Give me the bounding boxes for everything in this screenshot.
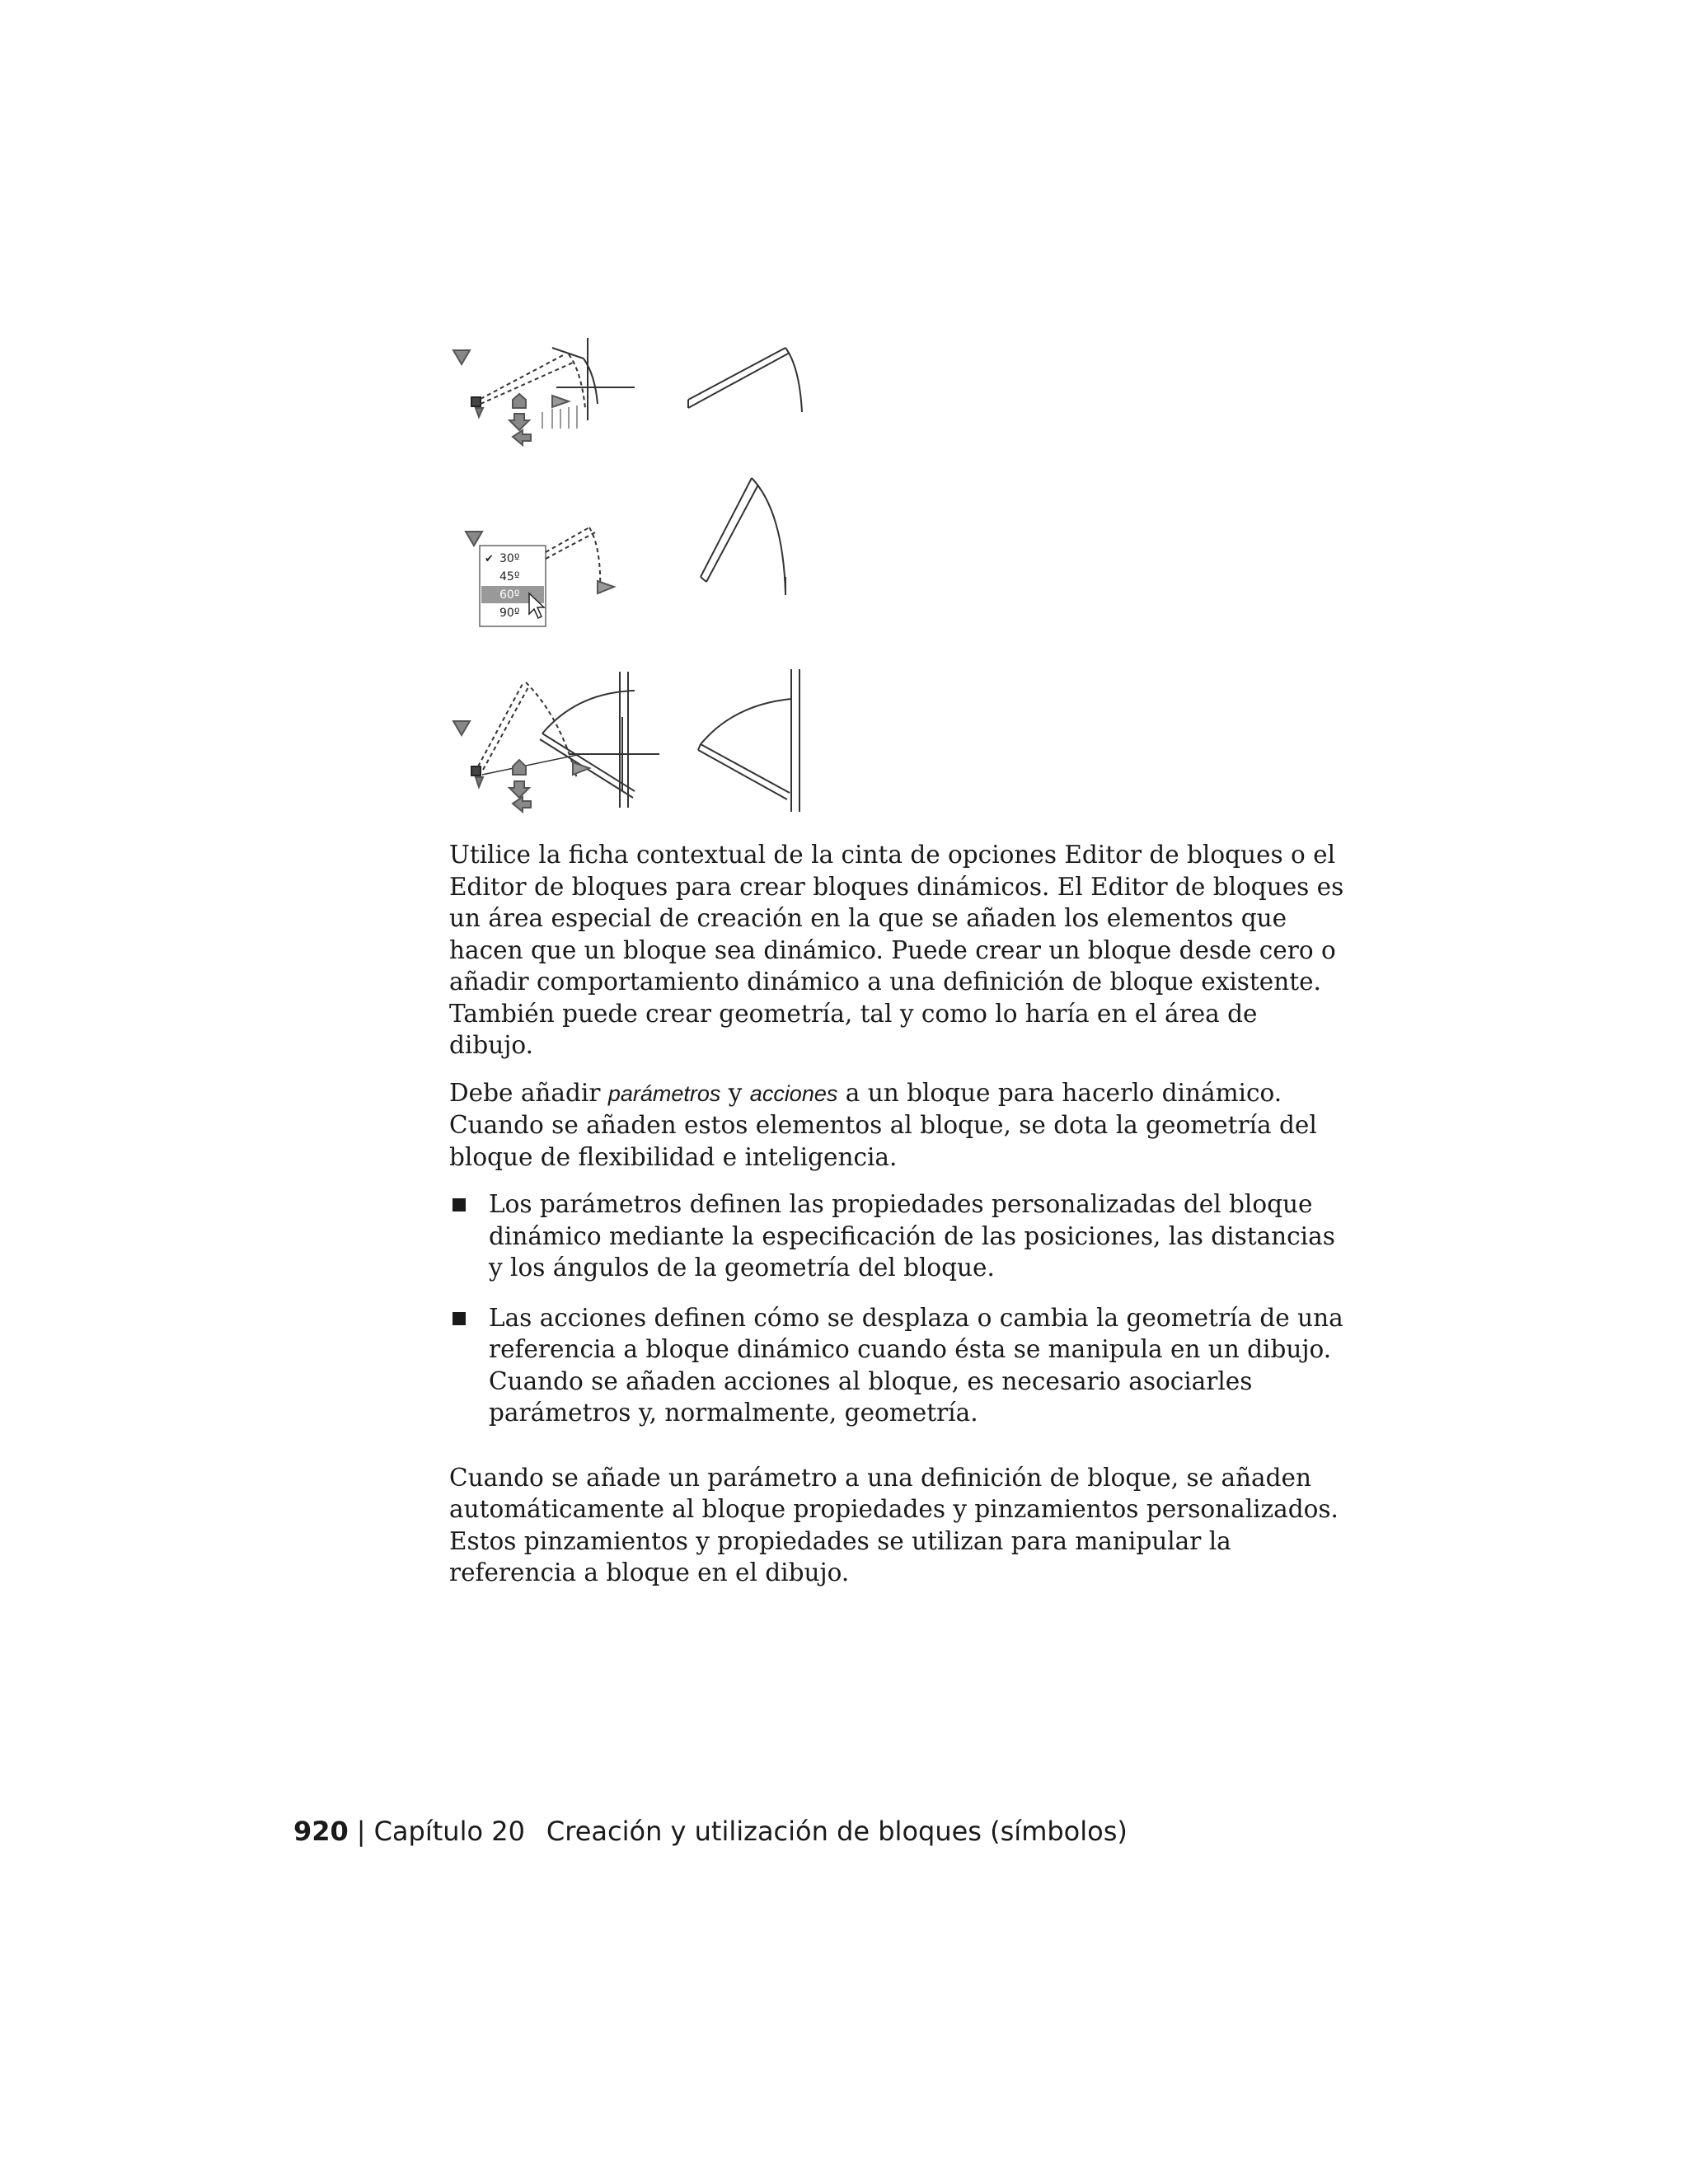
menu-option-60: 60º bbox=[499, 588, 520, 602]
row3-editing-wall bbox=[453, 672, 659, 812]
chapter-title: Creación y utilización de bloques (símbolos) bbox=[546, 1816, 1128, 1847]
actions-term: acciones bbox=[749, 1080, 838, 1106]
row1-result-door bbox=[688, 348, 802, 412]
parameters-term: parámetros bbox=[607, 1080, 721, 1106]
lookup-grip-icon-2 bbox=[466, 532, 482, 546]
page-footer bbox=[293, 1816, 1128, 1847]
page-number: 920 bbox=[293, 1816, 349, 1847]
menu-option-30: 30º bbox=[499, 552, 520, 565]
lookup-grip-icon-3 bbox=[453, 721, 470, 735]
stretch-grip-icon bbox=[552, 396, 569, 407]
base-point-grip-icon-3 bbox=[471, 766, 481, 776]
bullet-item-parameters bbox=[449, 1188, 1348, 1284]
align-grip-icon bbox=[513, 394, 526, 408]
body-text bbox=[449, 839, 1348, 1605]
bullet-text-parameters: Los parámetros definen las propiedades personalizadas del bloque dinámico mediante la especificación de las posiciones, las distancias y los ángulos de la geometría del bloque. bbox=[489, 1190, 1335, 1282]
align-grip-icon-3 bbox=[513, 760, 526, 775]
bullet-square-icon bbox=[452, 1198, 466, 1212]
rotation-grip-icon bbox=[598, 581, 614, 593]
bullet-item-actions bbox=[449, 1302, 1348, 1429]
parameters-actions-paragraph bbox=[449, 1077, 1348, 1174]
move-arrow-left-icon-3 bbox=[513, 797, 531, 812]
flip-grip-icon-3 bbox=[476, 777, 483, 787]
base-point-grip-icon bbox=[471, 397, 481, 406]
menu-option-45: 45º bbox=[499, 570, 520, 583]
door-block-illustration bbox=[437, 330, 849, 841]
move-arrow-left-icon bbox=[513, 430, 531, 445]
intro-paragraph: Utilice la ficha contextual de la cinta de opciones Editor de bloques o el Editor de bloques para crear bloques dinámicos. El Editor de bloques es un área especial de creación en la que se añaden los elementos que hacen que un bloque sea dinámico. Puede crear un bloque desde cero o añadir comportamiento dinámico a una definición de bloque existente. También puede crear geometría, tal y como lo haría en el área de dibujo. bbox=[449, 841, 1344, 1059]
move-arrow-down-icon bbox=[509, 414, 529, 430]
p2-text-c: a un bloque para hacerlo dinámico. Cuando se añaden estos elementos al bloque, se dota la geometría del bloque de flexibilidad e inteligencia. bbox=[449, 1078, 1317, 1171]
row2-lookup-menu bbox=[466, 527, 614, 626]
row1-editing-grips bbox=[453, 338, 635, 445]
row2-result-door bbox=[701, 478, 785, 595]
chapter-label: Capítulo 20 bbox=[373, 1816, 525, 1847]
menu-option-90: 90º bbox=[499, 607, 520, 620]
check-icon: ✔ bbox=[485, 553, 494, 565]
p2-text-b: y bbox=[720, 1078, 750, 1107]
bullet-square-icon bbox=[452, 1312, 466, 1325]
lookup-grip-icon bbox=[453, 350, 470, 364]
grips-paragraph: Cuando se añade un parámetro a una definición de bloque, se añaden automáticamente al bloque propiedades y pinzamientos personalizados. Estos pinzamientos y propiedades se utilizan para manipular la referencia a bloque en el dibujo. bbox=[449, 1463, 1339, 1586]
move-arrow-down-icon-3 bbox=[509, 781, 529, 798]
footer-separator: | bbox=[356, 1816, 366, 1847]
bullet-text-actions: Las acciones definen cómo se desplaza o cambia la geometría de una referencia a bloque dinámico cuando ésta se manipula en un dibujo. Cuando se añaden acciones al bloque, es necesario asociarles parámetros y, normalmente, geometría. bbox=[489, 1303, 1343, 1427]
bullet-list bbox=[449, 1188, 1348, 1429]
row3-result-door bbox=[698, 669, 799, 812]
p2-text-a: Debe añadir bbox=[449, 1078, 608, 1107]
flip-grip-icon bbox=[476, 408, 483, 417]
